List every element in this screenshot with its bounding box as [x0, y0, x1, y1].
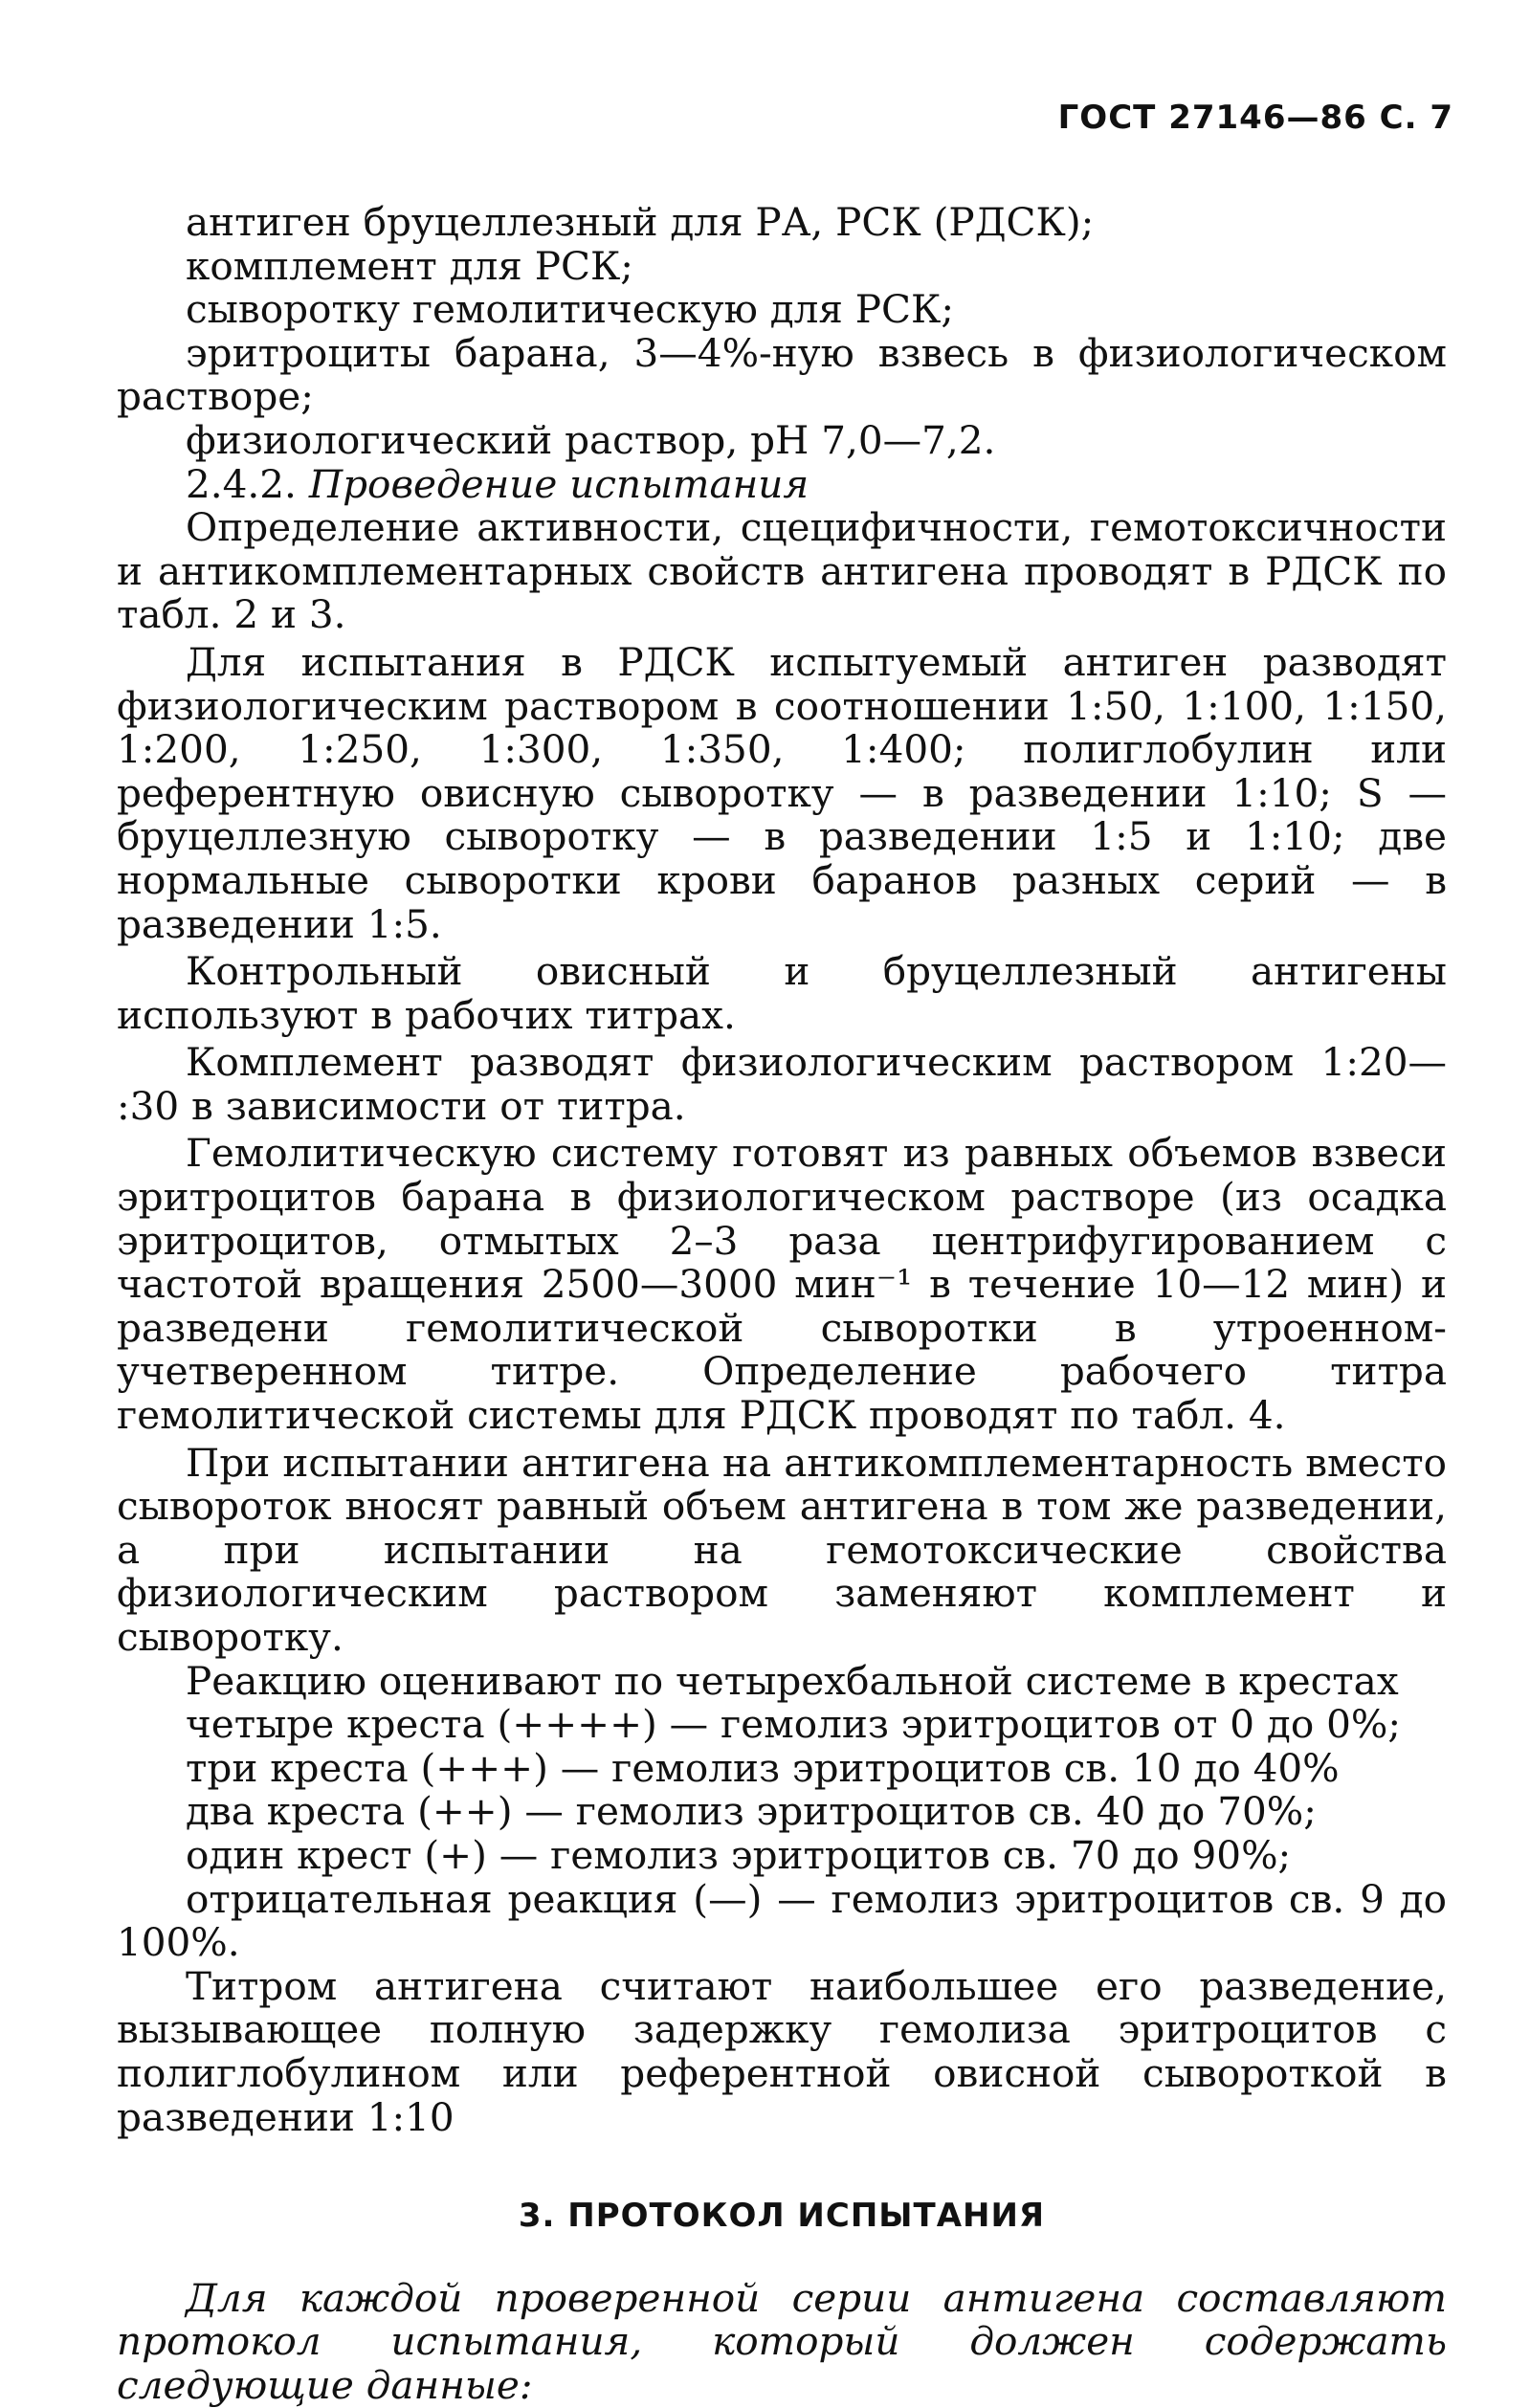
material-item: антиген бруцеллезный для РА, РСК (РДСК); [186, 199, 1095, 245]
subsection-title: Проведение испытания [308, 460, 809, 507]
material-item: сыворотку гемолитическую для РСК; [186, 286, 955, 333]
scale-item: три креста (+++) — гемолиз эритроцитов св. 10 до 40% [186, 1744, 1340, 1791]
subsection-heading [117, 460, 1447, 507]
paragraph: Контрольный овисный и бруцеллезный антигены используют в рабочих титрах. [117, 948, 1447, 1038]
material-item: физиологический раствор, pH 7,0—7,2. [186, 416, 996, 463]
scale-item: четыре креста (++++) — гемолиз эритроцитов от 0 до 0%; [186, 1701, 1402, 1748]
scale-item: два креста (++) — гемолиз эритроцитов св. 40 до 70%; [186, 1788, 1317, 1835]
paragraph: Реакцию оценивают по четырехбальной системе в крестах [186, 1657, 1399, 1704]
paragraph: При испытании антигена на антикомплементарность вместо сывороток вносят равный объем антигена в том же разведении, а при испытании на гемотоксические свойства физиологическим раствором заменяют комплемент и сыворотку. [117, 1439, 1447, 1660]
material-item: эритроциты барана, 3—4%-ную взвесь в физиологическом растворе; [117, 329, 1447, 420]
paragraph: Гемолитическую систему готовят из равных объемов взвеси эритроцитов барана в физиологическом растворе (из осадка эритроцитов, отмытых 2–3 раза центрифугированием с частотой вращения 2500—3000 мин⁻¹ в течение 10—12 мин) и разведени гемолитической сыворотки в утроенном-учетверенном титре. Определение рабочего титра гемолитической системы для РДСК проводят по табл. 4. [117, 1130, 1447, 1439]
page-header: ГОСТ 27146—86 С. 7 [1057, 99, 1453, 137]
paragraph: Комплемент разводят физиологическим раствором 1:20— :30 в зависимости от титра. [117, 1039, 1447, 1129]
paragraph: Титром антигена считают наибольшее его разведение, вызывающее полную задержку гемолиза эритроцитов с полиглобулином или референтной овисной сывороткой в разведении 1:10 [117, 1962, 1447, 2140]
subsection-number: 2.4.2. [186, 460, 297, 507]
document-body [117, 201, 1447, 2408]
paragraph: Для испытания в РДСК испытуемый антиген разводят физиологическим раствором в соотношении 1:50, 1:100, 1:150, 1:200, 1:250, 1:300, 1:350, 1:400; полиглобулин или референтную овисную сыворотку — в разведении 1:10; S — бруцеллезную сыворотку — в разведении 1:5 и 1:10; две нормальные сыворотки крови баранов разных серий — в разведении 1:5. [117, 638, 1447, 947]
paragraph: Определение активности, сцецифичности, гемотоксичности и антикомплементарных свойств антигена проводят в РДСК по табл. 2 и 3. [117, 504, 1447, 638]
section-title: 3. ПРОТОКОЛ ИСПЫТАНИЯ [518, 2197, 1046, 2236]
scale-item: отрицательная реакция (—) — гемолиз эритроцитов св. 9 до 100%. [117, 1875, 1447, 1966]
material-item: комплемент для РСК; [186, 242, 633, 289]
section-text: Для каждой проверенной серии антигена составляют протокол испытания, который должен содержать следующие данные: [117, 2274, 1447, 2408]
scale-item: один крест (+) — гемолиз эритроцитов св. 70 до 90%; [186, 1831, 1292, 1878]
